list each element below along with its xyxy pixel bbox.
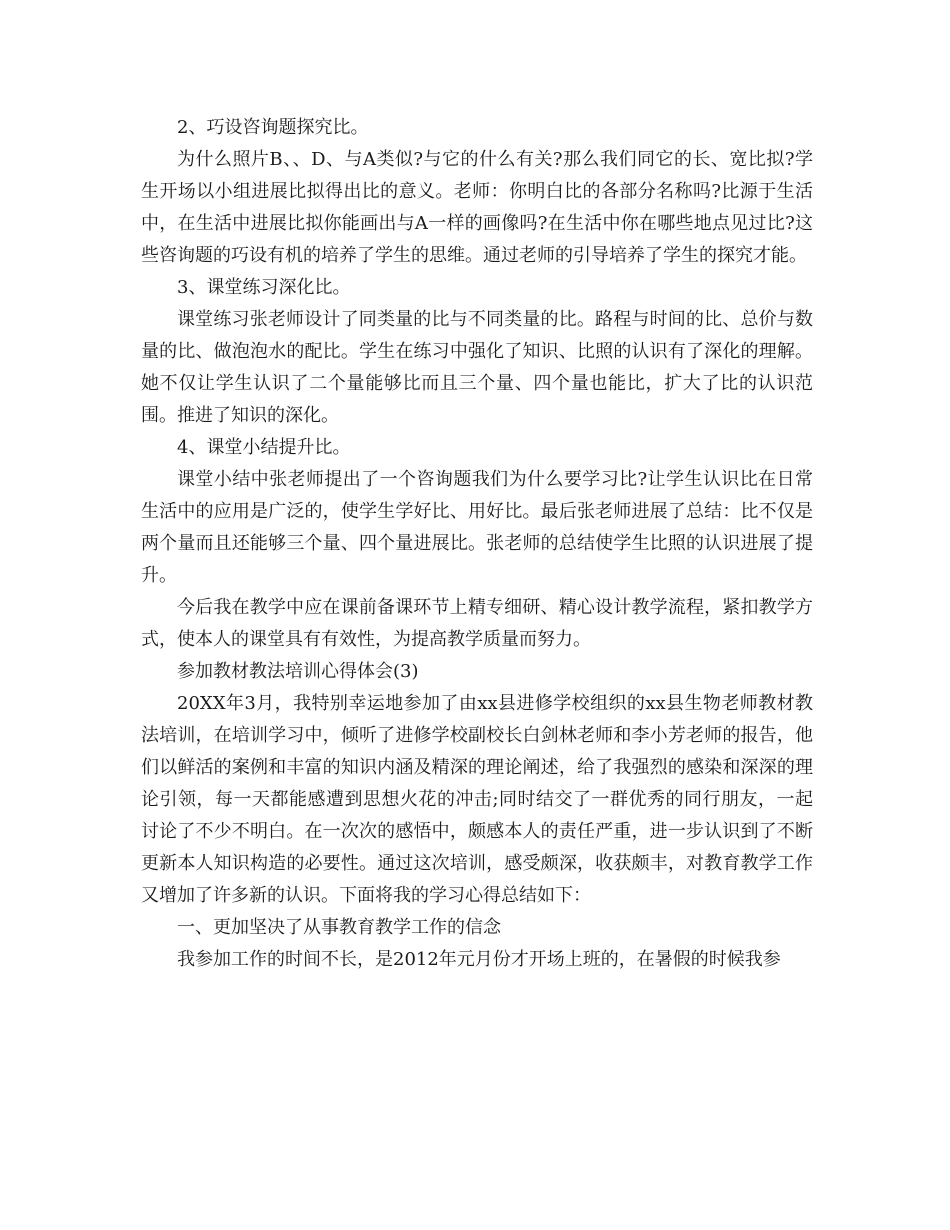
article-title: 参加教材教法培训心得体会(3) bbox=[177, 661, 419, 682]
section-heading-one: 一、更加坚决了从事教育教学工作的信念 bbox=[177, 917, 501, 938]
section-heading-3: 3、课堂练习深化比。 bbox=[177, 277, 351, 298]
section-heading-2: 2、巧设咨询题探究比。 bbox=[177, 117, 369, 138]
paragraph: 我参加工作的时间不长，是2012年元月份才开场上班的，在暑假的时候我参 bbox=[177, 949, 781, 970]
paragraph: 今后我在教学中应在课前备课环节上精专细研、精心设计教学流程，紧扣教学方式，使本人的课堂具有有效性，为提高教学质量而努力。 bbox=[141, 597, 813, 650]
paragraph: 课堂小结中张老师提出了一个咨询题我们为什么要学习比?让学生认识比在日常生活中的应用是广泛的，使学生学好比、用好比。最后张老师进展了总结：比不仅是两个量而且还能够三个量、四个量进展比。张老师的总结使学生比照的认识进展了提升。 bbox=[141, 469, 813, 586]
document-body bbox=[141, 112, 813, 976]
paragraph: 课堂练习张老师设计了同类量的比与不同类量的比。路程与时间的比、总价与数量的比、做泡泡水的配比。学生在练习中强化了知识、比照的认识有了深化的理解。她不仅让学生认识了二个量能够比而且三个量、四个量也能比，扩大了比的认识范围。推进了知识的深化。 bbox=[141, 309, 813, 426]
paragraph: 20XX年3月，我特别幸运地参加了由xx县进修学校组织的xx县生物老师教材教法培训，在培训学习中，倾听了进修学校副校长白剑林老师和李小芳老师的报告，他们以鲜活的案例和丰富的知识内涵及精深的理论阐述，给了我强烈的感染和深深的理论引领，每一天都能感遭到思想火花的冲击;同时结交了一群优秀的同行朋友，一起讨论了不少不明白。在一次次的感悟中，颇感本人的责任严重，进一步认识到了不断更新本人知识构造的必要性。通过这次培训，感受颇深，收获颇丰，对教育教学工作又增加了许多新的认识。下面将我的学习心得总结如下： bbox=[141, 693, 813, 906]
section-heading-4: 4、课堂小结提升比。 bbox=[177, 437, 351, 458]
paragraph: 为什么照片B、、D、与A类似?与它的什么有关?那么我们同它的长、宽比拟?学生开场以小组进展比拟得出比的意义。老师：你明白比的各部分名称吗?比源于生活中，在生活中进展比拟你能画出与A一样的画像吗?在生活中你在哪些地点见过比?这些咨询题的巧设有机的培养了学生的思维。通过老师的引导培养了学生的探究才能。 bbox=[141, 149, 813, 266]
